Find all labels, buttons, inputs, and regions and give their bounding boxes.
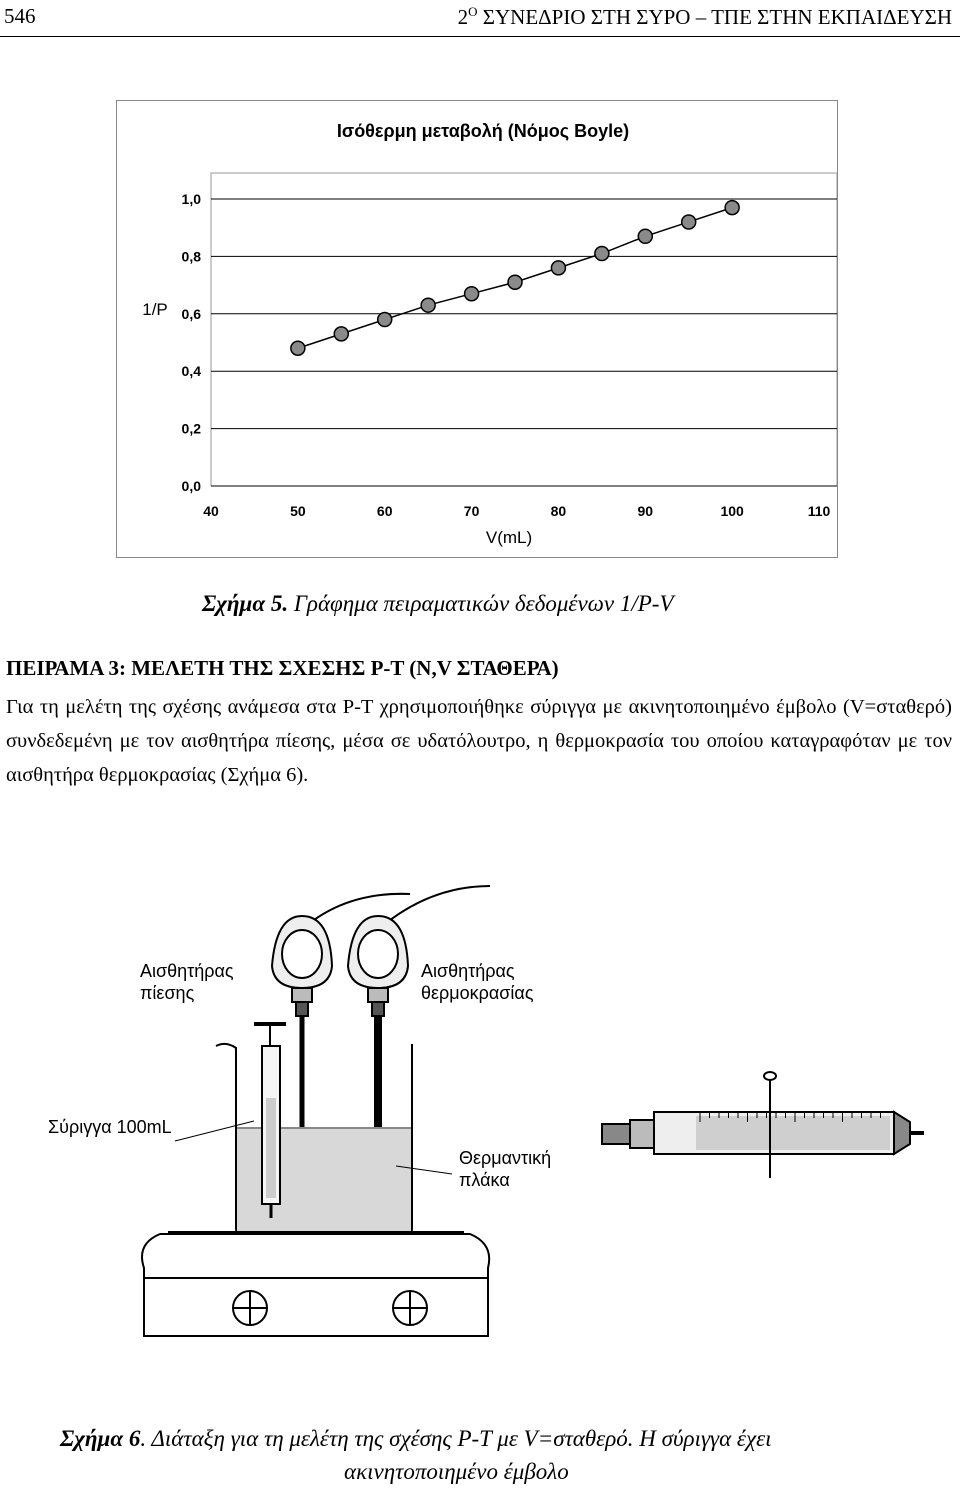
figure-6-illustration	[40, 836, 940, 1376]
section-heading: ΠΕΙΡΑΜΑ 3: ΜΕΛΕΤΗ ΤΗΣ ΣΧΕΣΗΣ P-T (N,V ΣΤΑΘΕΡΑ)	[6, 656, 559, 680]
temperature-sensor-cable	[380, 886, 490, 928]
data-point	[595, 247, 609, 261]
conference-number: 2	[457, 5, 469, 29]
syringe-label: Σύριγγα 100mL	[48, 1117, 172, 1137]
x-tick-label: 110	[807, 503, 831, 519]
hot-plate-icon	[142, 1232, 489, 1336]
data-point	[378, 313, 392, 327]
temperature-sensor-label-line2: θερμοκρασίας	[421, 983, 534, 1003]
plot-area-border	[211, 173, 837, 486]
chart-svg	[117, 101, 837, 557]
pressure-sensor-label-line1: Αισθητήρας	[140, 961, 234, 981]
pressure-sensor-label-line2: πίεσης	[140, 983, 195, 1003]
data-point	[291, 341, 305, 355]
page-number: 546	[4, 4, 36, 28]
x-tick-label: 60	[376, 503, 393, 519]
figure-6-text: . Διάταξη για τη μελέτη της σχέσης P-T με V=σταθερό. Η σύριγγα έχει	[140, 1426, 772, 1451]
figure-5-caption	[202, 591, 674, 617]
pressure-sensor-icon	[272, 916, 332, 1016]
temperature-sensor-label	[421, 960, 534, 1004]
x-tick-label: 40	[203, 503, 219, 519]
header-rule	[0, 36, 960, 37]
x-tick-label: 100	[720, 503, 744, 519]
data-point	[551, 261, 565, 275]
data-point	[421, 298, 435, 312]
figure-5-text: Γράφημα πειραματικών δεδομένων 1/P-V	[288, 591, 674, 616]
temperature-sensor-icon	[348, 916, 408, 1016]
chart-title: Ισόθερμη μεταβολή (Νόμος Boyle)	[336, 121, 630, 141]
data-point	[334, 327, 348, 341]
figure-6-caption-line2: ακινητοποιημένο έμβολο	[344, 1459, 569, 1484]
data-point	[682, 215, 696, 229]
conference-title: ΣΥΝΕΔΡΙΟ ΣΤΗ ΣΥΡΟ – ΤΠΕ ΣΤΗΝ ΕΚΠΑΙΔΕΥΣΗ	[477, 5, 952, 29]
y-tick-label: 0,6	[181, 305, 201, 322]
running-header	[458, 4, 952, 30]
y-tick-label: 0,2	[181, 420, 201, 437]
conference-ordinal: Ο	[468, 4, 478, 19]
figure-5-chart	[116, 100, 838, 558]
data-point	[725, 201, 739, 215]
syringe-horizontal-icon	[602, 1072, 924, 1178]
x-tick-label: 50	[290, 503, 306, 519]
temperature-sensor-label-line1: Αισθητήρας	[421, 961, 515, 981]
figure-5-label: Σχήμα 5.	[202, 591, 289, 616]
y-axis-label: 1/P	[142, 300, 168, 319]
heater-label-line1: Θερμαντική	[459, 1148, 552, 1168]
data-point	[638, 229, 652, 243]
y-tick-label: 0,4	[181, 363, 201, 380]
figure-6-label: Σχήμα 6	[60, 1426, 141, 1451]
heater-label-line2: πλάκα	[459, 1170, 510, 1190]
figure-6-caption	[60, 1426, 772, 1452]
y-tick-label: 0,0	[181, 478, 201, 494]
beaker-icon	[216, 1044, 412, 1240]
y-tick-label: 1,0	[181, 191, 201, 207]
pressure-sensor-label	[140, 960, 234, 1004]
data-point	[465, 287, 479, 301]
x-tick-label: 70	[463, 503, 480, 519]
data-point	[508, 275, 522, 289]
body-paragraph: Για τη μελέτη της σχέσης ανάμεσα στα P-T χρησιμοποιήθηκε σύριγγα με ακινητοποιημένο έμβολο (V=σταθερό) συνδεδεμένη με τον αισθητήρα πίεσης, μέσα σε υδατόλουτρο, η θερμοκρασία του οποίου καταγραφόταν με τον αισθητήρα θερμοκρασίας (Σχήμα 6).	[6, 696, 952, 786]
heater-label	[459, 1147, 551, 1191]
x-tick-label: 80	[550, 503, 567, 519]
y-tick-label: 0,8	[181, 248, 201, 265]
x-tick-label: 90	[637, 503, 654, 519]
x-axis-label: V(mL)	[485, 528, 533, 547]
